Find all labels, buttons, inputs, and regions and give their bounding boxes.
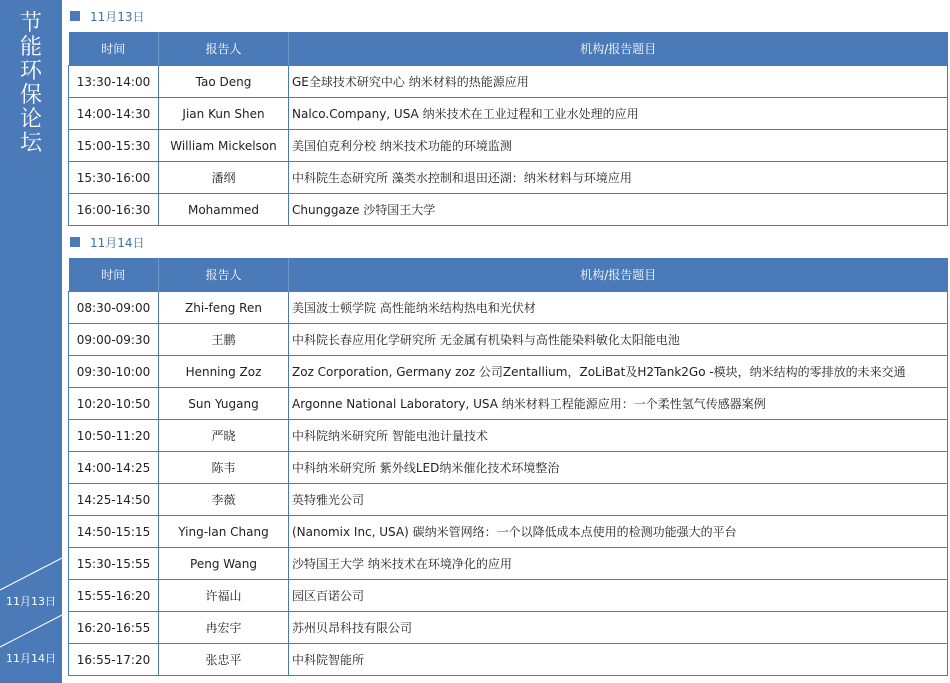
square-bullet-icon — [70, 237, 80, 247]
table-row — [69, 420, 948, 452]
table-body — [69, 66, 948, 226]
cell-speaker: 陈韦 — [159, 452, 289, 484]
column-header-time: 时间 — [69, 32, 159, 66]
cell-time: 10:50-11:20 — [69, 420, 159, 452]
day-header — [68, 226, 948, 258]
cell-time: 14:50-15:15 — [69, 516, 159, 548]
cell-speaker: Peng Wang — [159, 548, 289, 580]
sidebar-title-char: 节 — [19, 11, 42, 36]
table-row — [69, 66, 948, 98]
cell-time: 16:00-16:30 — [69, 194, 159, 226]
cell-time: 14:00-14:25 — [69, 452, 159, 484]
cell-speaker: Mohammed — [159, 194, 289, 226]
table-row — [69, 292, 948, 324]
cell-topic: 中科院智能所 — [289, 644, 948, 676]
cell-speaker: 张忠平 — [159, 644, 289, 676]
cell-time: 13:30-14:00 — [69, 66, 159, 98]
cell-time: 10:20-10:50 — [69, 388, 159, 420]
cell-time: 15:30-16:00 — [69, 162, 159, 194]
column-header-topic: 机构/报告题目 — [289, 32, 948, 66]
column-header-topic: 机构/报告题目 — [289, 258, 948, 292]
schedule-table-day2 — [68, 258, 948, 676]
table-row — [69, 548, 948, 580]
sidebar-tab-nov14[interactable]: 11月14日 — [6, 652, 56, 665]
table-row — [69, 388, 948, 420]
cell-time: 16:55-17:20 — [69, 644, 159, 676]
cell-topic: 美国伯克利分校 纳米技术功能的环境监测 — [289, 130, 948, 162]
sidebar-title-char: 论 — [19, 107, 42, 132]
day-label: 11月13日 — [90, 9, 145, 24]
day-header — [68, 0, 948, 32]
cell-topic: Chunggaze 沙特国王大学 — [289, 194, 948, 226]
cell-topic: 沙特国王大学 纳米技术在环境净化的应用 — [289, 548, 948, 580]
table-row — [69, 162, 948, 194]
cell-topic: 美国波士顿学院 高性能纳米结构热电和光伏材 — [289, 292, 948, 324]
column-header-speaker: 报告人 — [159, 32, 289, 66]
cell-time: 15:30-15:55 — [69, 548, 159, 580]
cell-topic: 中科院生态研究所 藻类水控制和退田还湖：纳米材料与环境应用 — [289, 162, 948, 194]
sidebar-tab-nov13[interactable]: 11月13日 — [6, 595, 56, 608]
cell-time: 15:00-15:30 — [69, 130, 159, 162]
cell-topic: 中科院长春应用化学研究所 无金属有机染料与高性能染料敏化太阳能电池 — [289, 324, 948, 356]
table-row — [69, 452, 948, 484]
table-header-row — [69, 32, 948, 66]
schedule — [68, 0, 948, 676]
table-row — [69, 516, 948, 548]
square-bullet-icon — [70, 11, 80, 21]
table-row — [69, 324, 948, 356]
cell-topic: Nalco.Company, USA 纳米技术在工业过程和工业水处理的应用 — [289, 98, 948, 130]
cell-time: 08:30-09:00 — [69, 292, 159, 324]
table-row — [69, 612, 948, 644]
table-row — [69, 98, 948, 130]
cell-speaker: 李薇 — [159, 484, 289, 516]
sidebar — [0, 0, 62, 683]
table-header-row — [69, 258, 948, 292]
cell-speaker: Henning Zoz — [159, 356, 289, 388]
cell-topic: Zoz Corporation, Germany zoz 公司Zentallium，ZoLiBat及H2Tank2Go -模块，纳米结构的零排放的未来交通 — [289, 356, 948, 388]
cell-speaker: Zhi-feng Ren — [159, 292, 289, 324]
column-header-time: 时间 — [69, 258, 159, 292]
cell-time: 16:20-16:55 — [69, 612, 159, 644]
cell-speaker: Sun Yugang — [159, 388, 289, 420]
cell-speaker: 许福山 — [159, 580, 289, 612]
cell-speaker: William Mickelson — [159, 130, 289, 162]
table-row — [69, 644, 948, 676]
sidebar-title-char: 坛 — [19, 131, 42, 156]
column-header-speaker: 报告人 — [159, 258, 289, 292]
cell-topic: 中科纳米研究所 紫外线LED纳米催化技术环境整治 — [289, 452, 948, 484]
schedule-table-day1 — [68, 32, 948, 226]
table-body — [69, 292, 948, 676]
sidebar-title-char: 能 — [19, 35, 42, 60]
cell-speaker: Tao Deng — [159, 66, 289, 98]
cell-speaker: Jian Kun Shen — [159, 98, 289, 130]
cell-time: 09:30-10:00 — [69, 356, 159, 388]
cell-speaker: 王鹏 — [159, 324, 289, 356]
sidebar-title-char: 保 — [19, 83, 42, 108]
cell-speaker: 潘纲 — [159, 162, 289, 194]
table-row — [69, 194, 948, 226]
cell-topic: 园区百诺公司 — [289, 580, 948, 612]
sidebar-title — [16, 12, 46, 156]
cell-topic: 中科院纳米研究所 智能电池计量技术 — [289, 420, 948, 452]
sidebar-title-char: 环 — [19, 59, 42, 84]
cell-time: 15:55-16:20 — [69, 580, 159, 612]
cell-topic: Argonne National Laboratory, USA 纳米材料工程能源应用：一个柔性氢气传感器案例 — [289, 388, 948, 420]
table-row — [69, 580, 948, 612]
cell-time: 14:25-14:50 — [69, 484, 159, 516]
cell-topic: 苏州贝昂科技有限公司 — [289, 612, 948, 644]
cell-speaker: 冉宏宇 — [159, 612, 289, 644]
table-row — [69, 130, 948, 162]
day-label: 11月14日 — [90, 235, 145, 250]
cell-topic: 英特雅光公司 — [289, 484, 948, 516]
cell-time: 09:00-09:30 — [69, 324, 159, 356]
cell-speaker: Ying-lan Chang — [159, 516, 289, 548]
cell-topic: (Nanomix Inc, USA) 碳纳米管网络：一个以降低成本点使用的检测功能强大的平台 — [289, 516, 948, 548]
cell-speaker: 严晓 — [159, 420, 289, 452]
table-row — [69, 356, 948, 388]
table-row — [69, 484, 948, 516]
cell-topic: GE全球技术研究中心 纳米材料的热能源应用 — [289, 66, 948, 98]
cell-time: 14:00-14:30 — [69, 98, 159, 130]
